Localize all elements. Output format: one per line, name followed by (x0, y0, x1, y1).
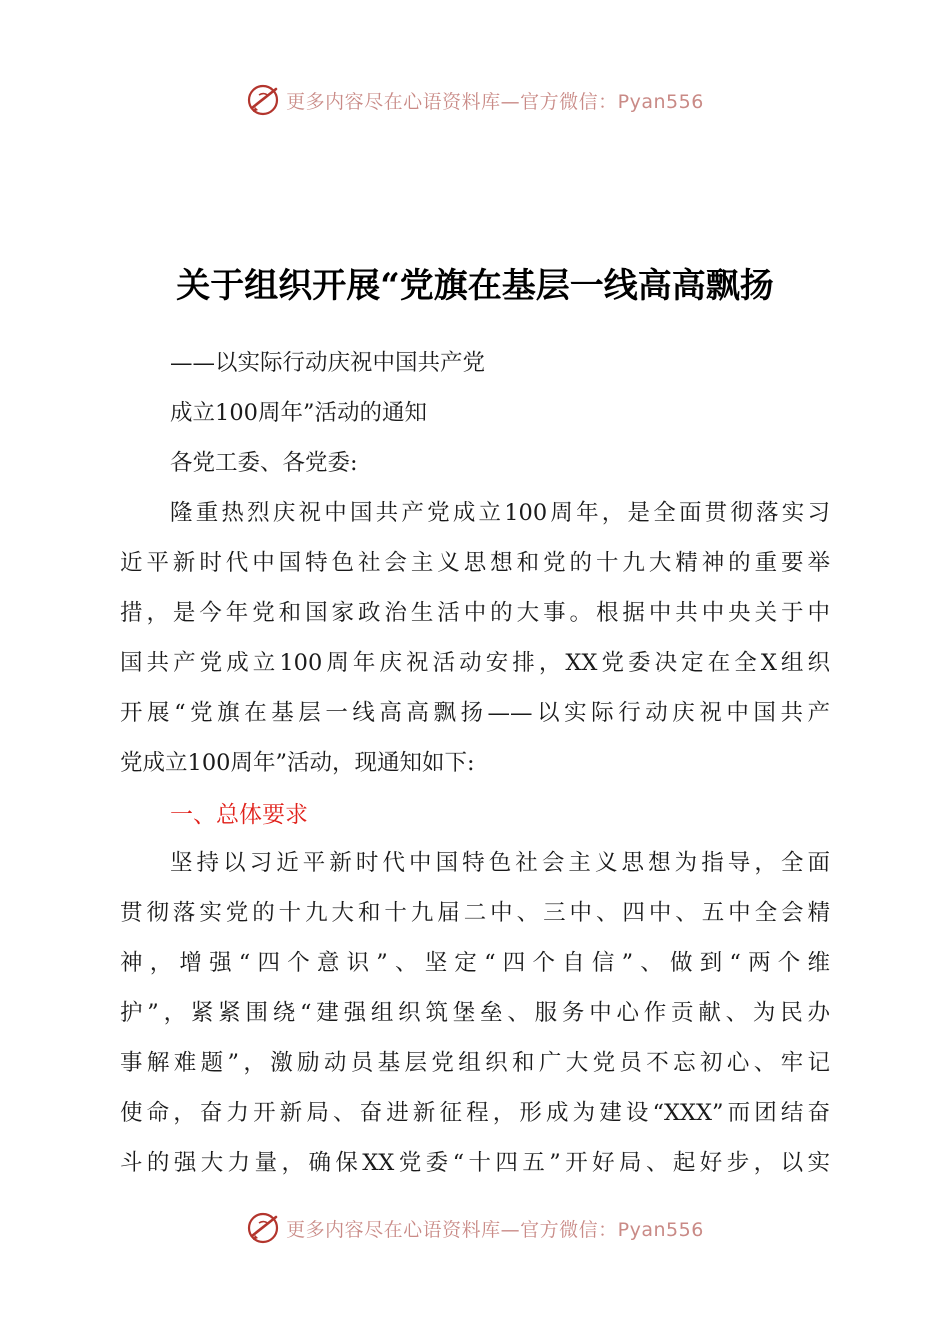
paragraph-line: 贯彻落实党的十九大和十九届二中、三中、四中、五中全会精 (120, 900, 830, 926)
paragraph-line: 隆重热烈庆祝中国共产党成立100周年，是全面贯彻落实习 (170, 500, 830, 526)
document-title: 关于组织开展“党旗在基层一线高高飘扬 (176, 266, 774, 306)
paragraph-line: 近平新时代中国特色社会主义思想和党的十九大精神的重要举 (120, 550, 830, 576)
paragraph-line: 神，增强“四个意识”、坚定“四个自信”、做到“两个维 (120, 950, 830, 976)
paragraph-line: 使命，奋力开新局、奋进新征程，形成为建设“XXX”而团结奋 (120, 1100, 830, 1126)
paragraph-line: 斗的强大力量，确保XX党委“十四五”开好局、起好步，以实 (120, 1150, 830, 1176)
watermark-banner-top (0, 80, 950, 120)
section-heading: 一、总体要求 (170, 802, 308, 828)
paragraph-line: 事解难题”，激励动员基层党组织和广大党员不忘初心、牢记 (120, 1050, 830, 1076)
paragraph-line: 党成立100周年”活动，现通知如下: (120, 750, 475, 776)
subtitle-line: ——以实际行动庆祝中国共产党 (170, 350, 486, 376)
paragraph-line: 国共产党成立100周年庆祝活动安排，XX党委决定在全X组织 (120, 650, 830, 676)
paragraph-line: 措，是今年党和国家政治生活中的大事。根据中共中央关于中 (120, 600, 830, 626)
paragraph-line: 护”，紧紧围绕“建强组织筑堡垒、服务中心作贡献、为民办 (120, 1000, 830, 1026)
subtitle-line: 成立100周年”活动的通知 (170, 400, 427, 426)
salutation: 各党工委、各党委: (170, 450, 358, 476)
paragraph-line: 坚持以习近平新时代中国特色社会主义思想为指导，全面 (170, 850, 830, 876)
paragraph-line: 开展“党旗在基层一线高高飘扬——以实际行动庆祝中国共产 (120, 700, 830, 726)
watermark-text: 更多内容尽在心语资料库—官方微信：Pyan556 (286, 90, 704, 113)
pen-circle-logo (246, 1211, 280, 1245)
pen-circle-logo (246, 83, 280, 117)
watermark-banner-bottom (0, 1208, 950, 1248)
watermark-text: 更多内容尽在心语资料库—官方微信：Pyan556 (286, 1218, 704, 1241)
